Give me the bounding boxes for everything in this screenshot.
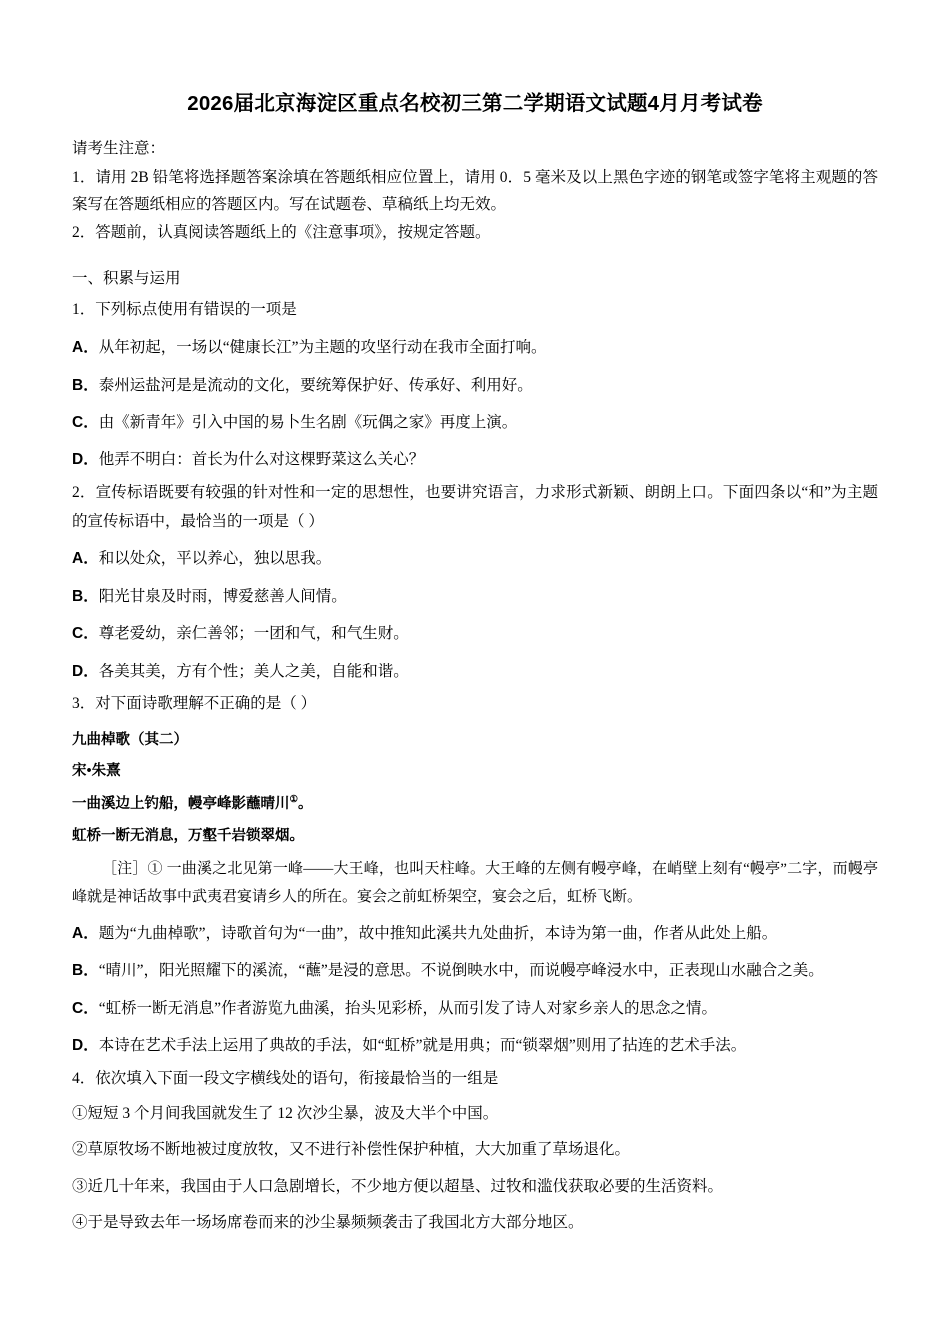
poem-line-2: 虹桥一断无消息，万壑千岩锁翠烟。 <box>72 827 304 844</box>
question-1-option-b <box>72 371 878 400</box>
option-label: A． <box>72 924 99 942</box>
question-3-option-c <box>72 994 878 1023</box>
poem-footnote: ［注］① 一曲溪之北见第一峰——大王峰，也叫天柱峰。大王峰的左侧有幔亭峰，在峭壁上刻有“幔亭”二字，而幔亭峰就是神话故事中武夷君宴请乡人的所在。宴会之前虹桥架空，宴会之后，虹桥飞断。 <box>72 861 878 905</box>
question-3-option-b <box>72 956 878 985</box>
option-label: D． <box>72 1037 99 1055</box>
option-text: 由《新青年》引入中国的易卜生名剧《玩偶之家》再度上演。 <box>98 413 518 431</box>
section-heading-1: 一、积累与运用 <box>72 269 181 287</box>
poem-line-1-text: 一曲溪边上钓船，幔亭峰影蘸晴川 <box>72 795 290 812</box>
question-4-item-2: ②草原牧场不断地被过度放牧，又不进行补偿性保护种植，大大加重了草场退化。 <box>72 1141 631 1159</box>
candidate-notice-heading: 请考生注意： <box>72 139 166 157</box>
option-text: 题为“九曲棹歌”，诗歌首句为“一曲”，故中推知此溪共九处曲折，本诗为第一曲，作者从此处上船。 <box>98 924 778 942</box>
option-text: 阳光甘泉及时雨，博爱慈善人间情。 <box>98 587 347 605</box>
option-label: C． <box>72 413 99 431</box>
option-text: 和以处众，平以养心，独以思我。 <box>98 550 332 568</box>
question-2-option-d <box>72 657 878 686</box>
question-2-option-c <box>72 619 878 648</box>
question-3-option-a <box>72 919 878 948</box>
poem-footnote-marker: ① <box>289 794 298 805</box>
option-label: B． <box>72 376 99 394</box>
option-label: C． <box>72 999 99 1017</box>
question-2-stem: 2．宣传标语既要有较强的针对性和一定的思想性，也要讲究语言，力求形式新颖、朗朗上口。下面四条以“和”为主题的宣传标语中，最恰当的一项是（ ） <box>72 483 878 530</box>
page-title: 2026届北京海淀区重点名校初三第二学期语文试题4月月考试卷 <box>187 92 763 115</box>
option-text: 本诗在艺术手法上运用了典故的手法，如“虹桥”就是用典；而“锁翠烟”则用了拈连的艺术手法。 <box>98 1037 747 1055</box>
question-2-option-a <box>72 544 878 573</box>
question-4-item-4: ④于是导致去年一场场席卷而来的沙尘暴频频袭击了我国北方大部分地区。 <box>72 1213 584 1231</box>
option-text: 泰州运盐河是是流动的文化，要统筹保护好、传承好、利用好。 <box>98 376 533 394</box>
option-label: A． <box>72 550 99 568</box>
candidate-notice-item-1: 1．请用 2B 铅笔将选择题答案涂填在答题纸相应位置上，请用 0．5 毫米及以上黑色字迹的钢笔或签字笔将主观题的答案写在答题纸相应的答题区内。写在试题卷、草稿纸上均无效。 <box>72 168 878 214</box>
option-label: A． <box>72 339 99 357</box>
option-text: “晴川”，阳光照耀下的溪流，“蘸”是浸的意思。不说倒映水中，而说幔亭峰浸水中，正表现山水融合之美。 <box>98 962 824 980</box>
poem-line-1 <box>72 790 878 818</box>
option-text: 从年初起，一场以“健康长江”为主题的攻坚行动在我市全面打响。 <box>98 339 547 357</box>
option-label: B． <box>72 962 99 980</box>
question-1-option-d <box>72 445 878 474</box>
question-1-stem: 1．下列标点使用有错误的一项是 <box>72 301 297 319</box>
option-label: D． <box>72 451 99 469</box>
candidate-notice-item-2: 2．答题前，认真阅读答题纸上的《注意事项》，按规定答题。 <box>72 223 491 241</box>
option-text: 他弄不明白：首长为什么对这棵野菜这么关心？ <box>98 451 425 469</box>
question-3-option-d <box>72 1031 878 1060</box>
poem-title: 九曲棹歌（其二） <box>72 731 188 748</box>
poem-line-1-end: 。 <box>297 795 313 812</box>
question-4-item-3: ③近几十年来，我国由于人口急剧增长，不少地方便以超垦、过牧和滥伐获取必要的生活资料。 <box>72 1177 724 1195</box>
option-label: C． <box>72 625 99 643</box>
question-1-option-a <box>72 333 878 362</box>
question-4-item-1: ①短短 3 个月间我国就发生了 12 次沙尘暴，波及大半个中国。 <box>72 1105 499 1123</box>
question-1-option-c <box>72 408 878 437</box>
poem-author: 宋•朱熹 <box>72 763 121 780</box>
option-text: 尊老爱幼，亲仁善邻；一团和气，和气生财。 <box>98 625 409 643</box>
option-label: B． <box>72 587 99 605</box>
option-label: D． <box>72 662 99 680</box>
question-3-stem: 3．对下面诗歌理解不正确的是（ ） <box>72 694 317 712</box>
question-4-stem: 4．依次填入下面一段文字横线处的语句，衔接最恰当的一组是 <box>72 1069 499 1087</box>
option-text: 各美其美，方有个性；美人之美，自能和谐。 <box>98 662 409 680</box>
question-2-option-b <box>72 582 878 611</box>
option-text: “虹桥一断无消息”作者游览九曲溪，抬头见彩桥，从而引发了诗人对家乡亲人的思念之情。 <box>98 999 717 1017</box>
